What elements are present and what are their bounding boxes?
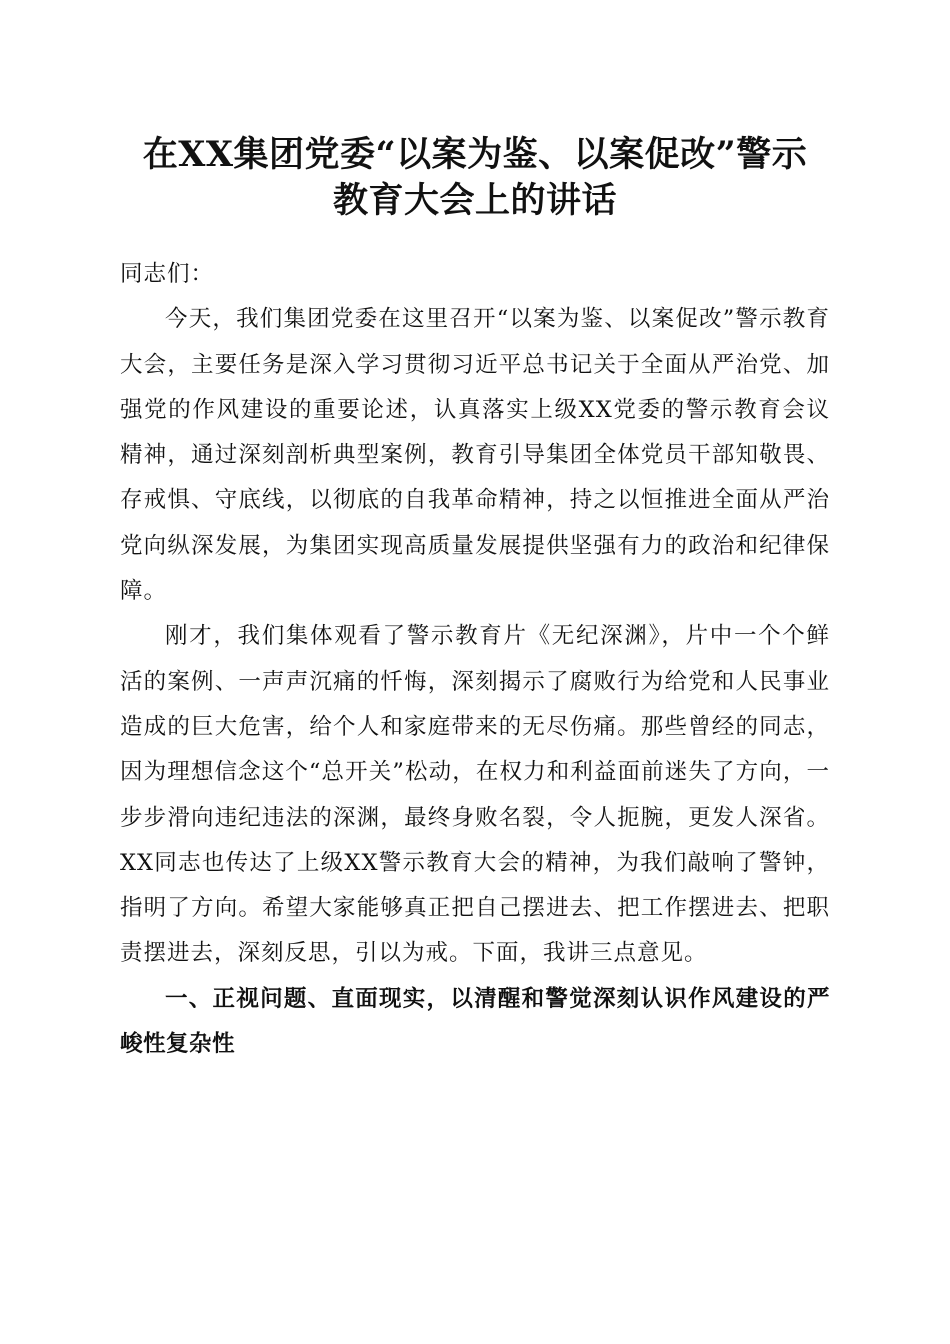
paragraph-2: 刚才，我们集体观看了警示教育片《无纪深渊》，片中一个个鲜活的案例、一声声沉痛的忏悔，深刻揭示了腐败行为给党和人民事业造成的巨大危害，给个人和家庭带来的无尽伤痛。那些曾经的同志，因为理想信念这个“总开关”松动，在权力和利益面前迷失了方向，一步步滑向违纪违法的深渊，最终身败名裂，令人扼腕，更发人深省。XX同志也传达了上级XX警示教育大会的精神，为我们敲响了警钟，指明了方向。希望大家能够真正把自己摆进去、把工作摆进去、把职责摆进去，深刻反思，引以为戒。下面，我讲三点意见。 (120, 623, 830, 967)
title-line-2: 教育大会上的讲话 (332, 180, 617, 221)
salutation: 同志们： (120, 261, 215, 287)
paragraph-1: 今天，我们集团党委在这里召开“以案为鉴、以案促改”警示教育大会，主要任务是深入学习贯彻习近平总书记关于全面从严治党、加强党的作风建设的重要论述，认真落实上级XX党委的警示教育会议精神，通过深刻剖析典型案例，教育引导集团全体党员干部知敬畏、存戒惧、守底线，以彻底的自我革命精神，持之以恒推进全面从严治党向纵深发展，为集团实现高质量发展提供坚强有力的政治和纪律保障。 (120, 306, 830, 605)
document-body (120, 252, 830, 1067)
title-line-1: 在XX集团党委“以案为鉴、以案促改”警示 (142, 134, 808, 175)
section-heading-1: 一、正视问题、直面现实，以清醒和警觉深刻认识作风建设的严峻性复杂性 (120, 985, 830, 1058)
document-title (110, 132, 840, 224)
